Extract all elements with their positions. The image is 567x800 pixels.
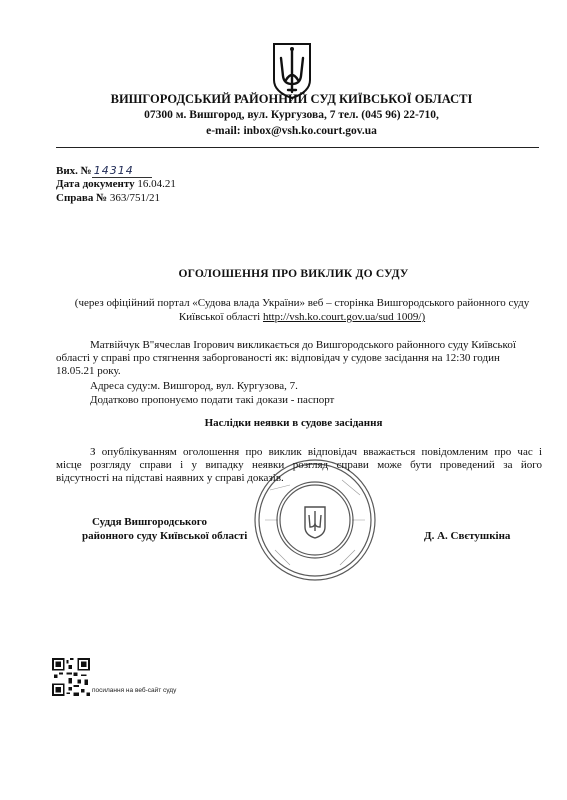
evidence-line: Додатково пропонуємо подати такі докази - паспорт <box>90 394 335 406</box>
court-address-line: Адреса суду:м. Вишгород, вул. Кургузова, 7. <box>90 380 298 392</box>
portal-line-2-prefix: Київської області <box>178 311 263 323</box>
qr-caption: посилання на веб-сайт суду <box>92 687 177 694</box>
court-seal-stamp-icon <box>250 455 380 585</box>
portal-line-1: (через офіційний портал «Судова влада України» веб – сторінка Вишгородського районного суду <box>74 297 530 309</box>
case-row <box>56 192 160 204</box>
case-value: 363/751/21 <box>109 192 161 204</box>
case-label: Справа № <box>56 192 108 204</box>
consequences-line-1: З опублікуванням оголошення про виклик відповідач вважається повідомленим про час і <box>90 446 542 458</box>
outgoing-label: Вих. № <box>56 165 92 177</box>
qr-code-icon[interactable] <box>52 658 90 696</box>
body-line-1: Матвійчук В"ячеслав Ігорович викликається до Вишгородського районного суду Київської <box>90 339 516 351</box>
court-email: e-mail: inbox@vsh.ko.court.gov.ua <box>206 125 377 137</box>
judge-name: Д. А. Свєтушкіна <box>424 530 511 542</box>
notice-title: ОГОЛОШЕННЯ ПРО ВИКЛИК ДО СУДУ <box>178 268 409 280</box>
consequences-line-3: відсутності на підставі наявних у справі доказів. <box>56 472 284 484</box>
consequences-line-2: місце розгляду справи і у випадку неявки розгляд справи може бути проведений за його <box>56 459 542 471</box>
body-line-3: 18.05.21 року. <box>56 365 121 377</box>
court-address: 07300 м. Вишгород, вул. Кургузова, 7 тел. (045 96) 22-710, <box>144 109 439 121</box>
portal-link[interactable]: http://vsh.ko.court.gov.ua/sud 1009/) <box>262 311 426 323</box>
outgoing-number-row <box>56 164 152 177</box>
judge-position-line-1: Суддя Вишгородського <box>92 516 207 528</box>
judge-position-line-2: районного суду Київської області <box>82 530 248 542</box>
date-value: 16.04.21 <box>137 178 176 190</box>
portal-line-2 <box>62 311 542 324</box>
date-row <box>56 178 176 190</box>
date-label: Дата документу <box>56 178 135 190</box>
outgoing-number: 14314 <box>92 164 152 178</box>
court-name: ВИШГОРОДСЬКИЙ РАЙОННИЙ СУД КИЇВСЬКОЇ ОБЛАСТІ <box>110 92 473 106</box>
header-divider <box>56 147 539 148</box>
coat-of-arms-trident-icon <box>270 40 314 100</box>
body-line-2: області у справі про стягнення заборгованості як: відповідач у судове засідання на 12:30 годин <box>56 352 500 364</box>
consequences-title: Наслідки неявки в судове засідання <box>204 417 383 429</box>
